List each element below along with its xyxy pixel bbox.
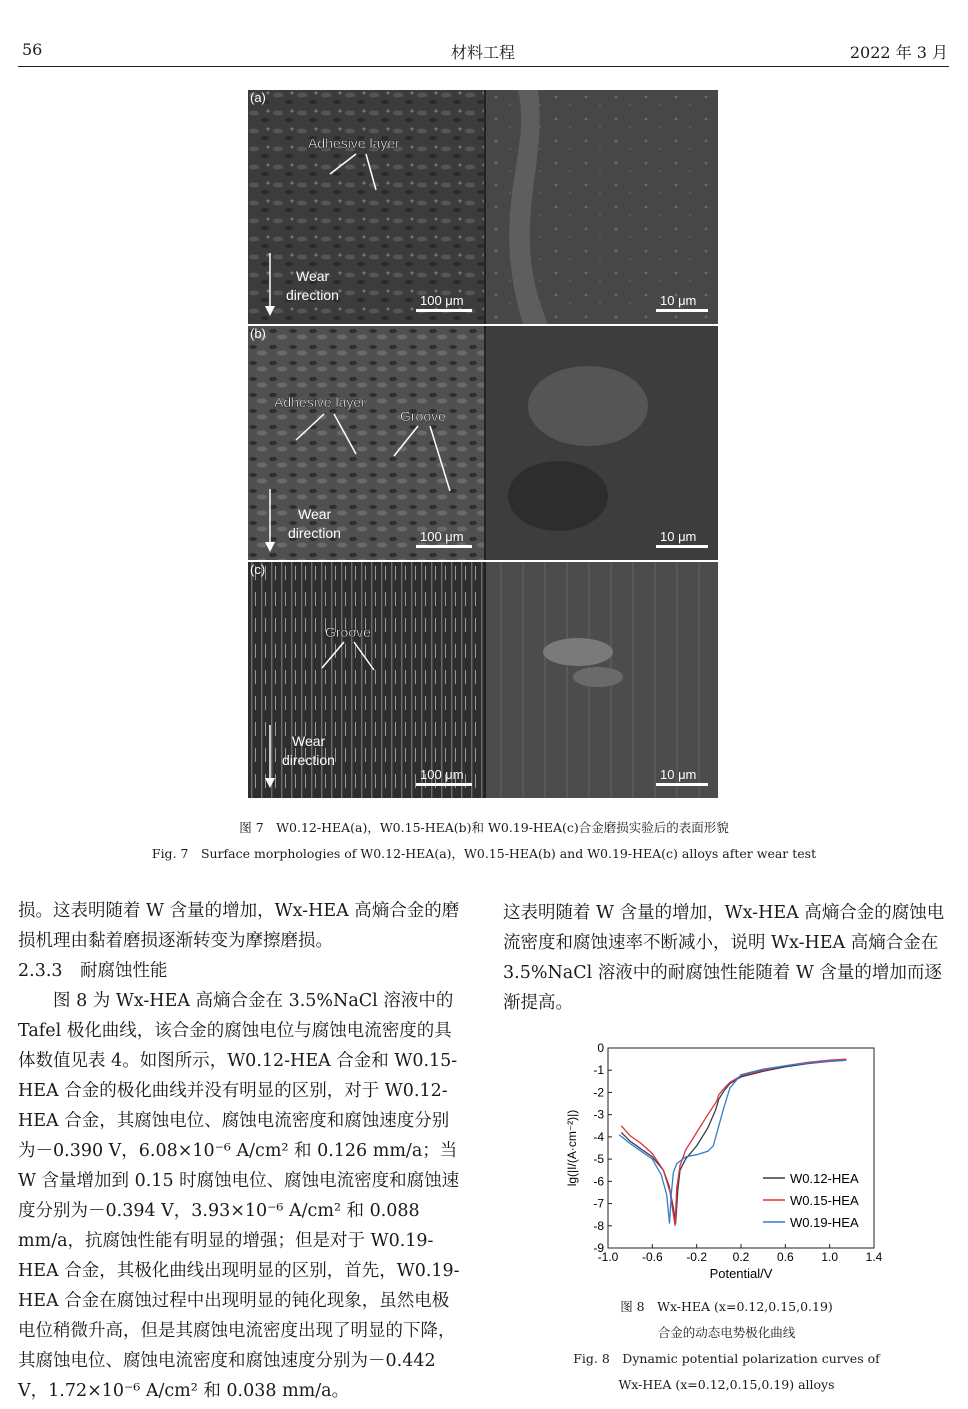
y-tick-label: -2 [593,1085,604,1100]
sem-image-c [248,562,718,798]
direction-label: direction [282,752,335,768]
paragraph: 图 8 为 Wx-HEA 高熵合金在 3.5%NaCl 溶液中的 Tafel 极化曲线，该合金的腐蚀电位与腐蚀电流密度的具体数值见表 4。如图所示，W0.12-HEA 合金和 W0.15-HEA 合金的极化曲线并没有明显的区别，对于 W0.12-HEA 合金，其腐蚀电位、腐蚀电流密度和腐蚀速度分别为－0.390 V，6.08×10⁻⁶ A/cm² 和 0.126 mm/a；当 W 含量增加到 0.15 时腐蚀电位、腐蚀电流密度和腐蚀速度分别为－0.394 V，3.93×10⁻⁶ A/cm² 和 0.088 mm/a，抗腐蚀性能有明显的增强；但是对于 W0.19-HEA 合金，其极化曲线出现明显的区别，首先，W0.19-HEA 合金在腐蚀过程中出现明显的钝化现象，虽然电极电位稍微升高，但是其腐蚀电流密度出现了明显的下降，其腐蚀电位、腐蚀电流密度和腐蚀速度分别为－0.442 V，1.72×10⁻⁶ A/cm² 和 0.038 mm/a。 [18,991,460,1401]
sem-panel-a [248,90,718,324]
figure-8-caption-en-1: Fig. 8 Dynamic potential polarization curves of [573,1351,880,1366]
figure-8-caption [503,1294,950,1398]
figure-8-chart [560,1038,900,1288]
scale-bar-right [656,783,708,786]
figure-7-caption-en: Fig. 7 Surface morphologies of W0.12-HEA(a)，W0.15-HEA(b) and W0.19-HEA(c) alloys after wear test [151,846,817,861]
journal-title: 材料工程 [451,43,516,62]
annotation-adhesive-layer: Adhesive layer [274,394,366,410]
scale-label-left: 100 μm [420,529,464,544]
panel-label-a: (a) [250,90,266,105]
figure-8-caption-en-2: Wx-HEA (x=0.12,0.15,0.19) alloys [618,1377,835,1392]
wear-label: Wear [296,268,330,284]
y-tick-label: -4 [593,1129,604,1144]
panel-label-b: (b) [250,326,266,341]
y-axis-label: lg(|I/(A·cm⁻²)|) [565,1109,579,1187]
x-tick-label: 1.4 [865,1250,883,1264]
wear-label: Wear [298,506,332,522]
legend-label: W0.19-HEA [790,1215,859,1230]
figure-7-caption-cn: 图 7 W0.12-HEA(a)，W0.15-HEA(b)和 W0.19-HEA(c)合金磨损实验后的表面形貌 [239,820,729,835]
paragraph: 损。这表明随着 W 含量的增加，Wx-HEA 高熵合金的磨损机理由黏着磨损逐渐转变为摩擦磨损。 [18,901,460,951]
x-tick-label: 0.2 [732,1250,750,1264]
y-tick-label: -1 [593,1063,604,1078]
y-tick-label: 0 [597,1041,604,1055]
right-column [503,898,950,1018]
scale-bar-left [416,545,472,548]
figure-8-caption-cn-1: 图 8 Wx-HEA (x=0.12,0.15,0.19) [620,1299,833,1314]
page-number: 56 [22,40,43,59]
wear-label: Wear [292,733,326,749]
figure-8-caption-cn-2: 合金的动态电势极化曲线 [657,1325,796,1340]
scale-bar-left [416,309,472,312]
legend-label: W0.12-HEA [790,1171,859,1186]
annotation-adhesive-layer: Adhesive layer [308,135,400,151]
y-tick-label: -7 [593,1196,604,1211]
y-tick-label: -6 [593,1174,604,1189]
x-tick-label: 0.6 [776,1250,794,1264]
annotation-groove: Groove [325,624,371,640]
sem-image-a [248,90,718,324]
x-tick-label: -0.6 [641,1250,663,1264]
sem-panel-b [248,326,718,560]
sem-image-b [248,326,718,560]
paragraph: 这表明随着 W 含量的增加，Wx-HEA 高熵合金的腐蚀电流密度和腐蚀速率不断减小，说明 Wx-HEA 高熵合金在 3.5%NaCl 溶液中的耐腐蚀性能随着 W 含量的增加而逐渐提高。 [503,903,945,1013]
direction-label: direction [286,287,339,303]
y-tick-label: -9 [593,1241,604,1255]
scale-label-left: 100 μm [420,767,464,782]
panel-label-c: (c) [250,562,266,577]
y-tick-label: -5 [593,1152,604,1167]
scale-bar-left [416,783,472,786]
section-heading: 2.3.3 耐腐蚀性能 [18,961,168,981]
scale-label-right: 10 μm [660,529,697,544]
issue-date: 2022 年 3 月 [849,43,948,62]
scale-label-right: 10 μm [660,767,697,782]
x-tick-label: 1.0 [821,1250,839,1264]
y-tick-label: -8 [593,1218,604,1233]
sem-panel-c [248,562,718,798]
annotation-groove: Groove [400,408,446,424]
x-axis-label: Potential/V [709,1266,773,1281]
polarization-chart [560,1038,900,1288]
legend-label: W0.15-HEA [790,1193,859,1208]
x-tick-label: -0.2 [686,1250,708,1264]
scale-bar-right [656,309,708,312]
scale-label-left: 100 μm [420,293,464,308]
x-tick-label: -1.0 [597,1250,619,1264]
left-column [18,896,464,1406]
header-rule [18,66,949,67]
direction-label: direction [288,525,341,541]
scale-label-right: 10 μm [660,293,697,308]
y-tick-label: -3 [593,1107,604,1122]
scale-bar-right [656,545,708,548]
